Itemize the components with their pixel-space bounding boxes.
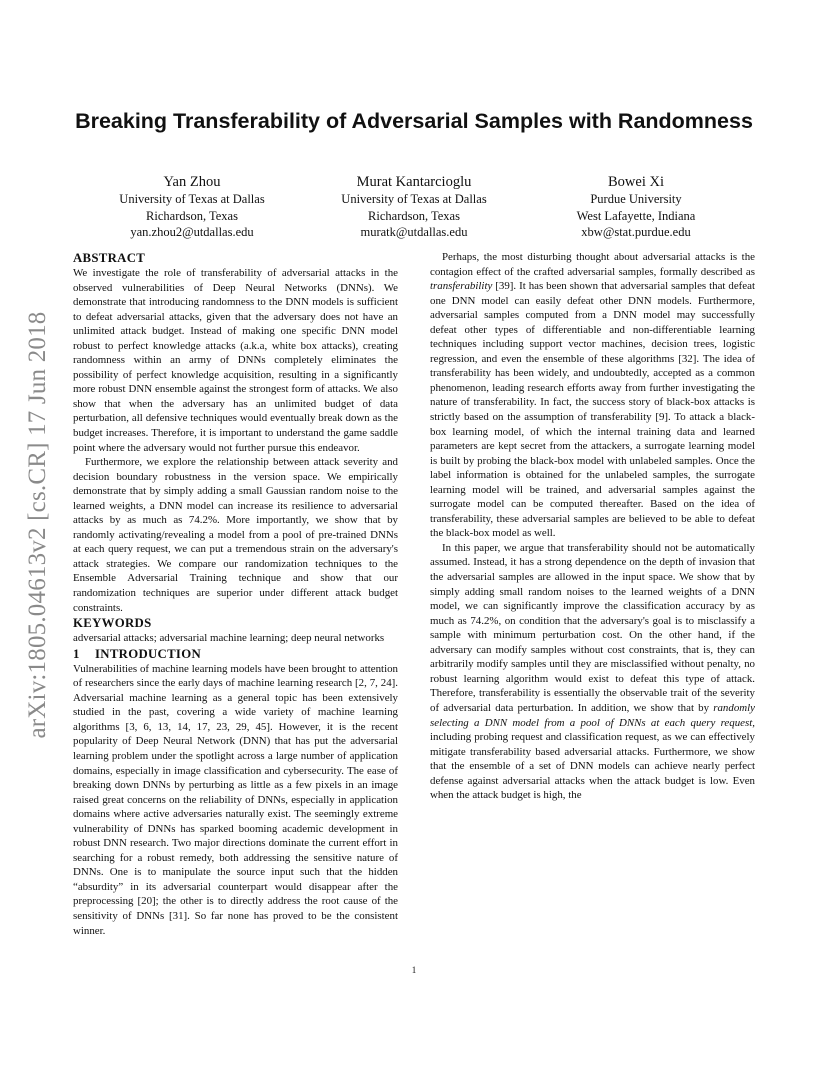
left-column	[73, 250, 398, 938]
paragraph-text: Perhaps, the most disturbing thought about adversarial attacks is the contagion effect of the crafted adversarial samples, formally described as	[430, 251, 755, 278]
author-name: Murat Kantarcioglu	[356, 174, 472, 190]
intro-paragraph-3	[430, 541, 755, 803]
author-location: Richardson, Texas	[368, 208, 460, 223]
author-block	[0, 173, 828, 243]
paragraph-text: , including probing request and classification request, as we can effectively mitigate transferability based adversarial attacks. Furthermore, we show that the ensemble of a set of DNN models can achieve nearly perfect defense against adversarial attacks when the attack budget is low. Even when the attack budget is high, the	[430, 716, 755, 802]
intro-paragraph-2	[430, 250, 755, 541]
right-column	[430, 250, 755, 803]
author-location: West Lafayette, Indiana	[576, 208, 696, 223]
author-email: muratk@utdallas.edu	[360, 225, 468, 239]
author-1	[92, 173, 292, 241]
intro-paragraph-1: Vulnerabilities of machine learning models have been brought to attention of researchers since the early days of machine learning research [2, 7, 24]. Adversarial machine learning as a general topic has been extensively studied in the past, covering a wide variety of machine learning algorithms [3, 6, 13, 14, 17, 23, 29, 45]. However, it is the recent popularity of Deep Neural Network (DNN) that has put the adversarial learning problem under the spotlight across a large number of application domains, especially in image classification and cybersecurity. The ease of breaking down DNNs by perturbing as little as a few pixels in an image raised great concerns on the reliability of DNNs, especially in application domains where active adversaries naturally exist. The seemingly extreme vulnerability of DNNs has sparked booming academic development in robust DNN research. Two major directions dominate the current effort in searching for a robust remedy, both addressing the sensitive nature of DNNs. One is to manipulate the source input such that the hidden “absurdity” in its adversarial counterpart would disappear after the preprocessing [20]; the other is to directly address the root cause of the sensitivity of DNNs [31]. So far none has proved to be the consistent winner.	[73, 662, 398, 937]
emphasis-term: transferability	[430, 280, 493, 293]
abstract-paragraph: Furthermore, we explore the relationship between attack severity and decision boundary robustness in the version space. We empirically demonstrate that by simply adding a small Gaussian random noise to the learned weights, a DNN model can increase its resilience to adversarial attacks by as much as 74.2%. More importantly, we show that by randomly activating/revealing a model from a pool of pre-trained DNNs at each query request, we can put a tremendous strain on the adversary's attack strategies. We compare our randomization techniques to the Ensemble Adversarial Training technique and show that our randomization techniques are superior under different attack budget constraints.	[73, 456, 398, 614]
author-affiliation: Purdue University	[590, 192, 682, 206]
author-3	[536, 173, 736, 241]
author-affiliation: University of Texas at Dallas	[341, 192, 487, 206]
keywords-text: adversarial attacks; adversarial machine learning; deep neural networks	[73, 632, 385, 645]
author-location: Richardson, Texas	[146, 208, 238, 223]
emphasis-term: randomly selecting a DNN model from a pool of DNNs at each query request	[430, 701, 755, 729]
abstract-heading: ABSTRACT	[73, 251, 146, 265]
author-affiliation: University of Texas at Dallas	[119, 192, 265, 206]
section-number: 1	[73, 646, 80, 661]
keywords-heading: KEYWORDS	[73, 616, 152, 631]
author-2	[314, 173, 514, 241]
paragraph-text: [39]. It has been shown that adversarial samples that defeat one DNN model can easily defeat other DNN models. Furthermore, adversarial samples computed from a DNN model may successfully defeat other types of differentiable and non-differentiable learning techniques including support vector machines, decision trees, logistic regression, and even the ensemble of these algorithms [32]. The idea of transferability has been widely, and undoubtedly, accepted as a common phenomenon, leading research efforts away from further investigating the nature of transferability. In fact, the success story of black-box attacks is strictly based on the assumption of transferability [9]. To attack a black-box learning model, of which the internal training data and learned parameters are kept secret from the attackers, a surrogate learning model is built by probing the black-box model with unlabeled samples. Once the label information is obtained for the unlabeled samples, the surrogate learning model will be trained, and adversarial samples against the surrogate model can be computed thereafter. Based on the idea of transferability, these adversarial samples are believed to be able to defeat the black-box model as well.	[430, 280, 755, 540]
page-number: 1	[411, 965, 417, 975]
author-email: xbw@stat.purdue.edu	[581, 225, 691, 239]
introduction-heading	[73, 646, 398, 662]
paragraph-text: In this paper, we argue that transferability should not be automatically assumed. Instead, it has a strong dependence on the depth of invasion that the adversarial samples are allowed in the input space. We show that by simply adding small random noises to the learned weights of a DNN model, we can significantly improve the classification accuracy by as much as 74.2%, on condition that the adversary's goal is to misclassify a sample with minimum perturbation cost. On the other hand, if the adversary can modify samples without cost constraints, that is, they can arbitrarily modify samples until they are misclassified without penalty, no robust learning algorithm would exist to defeat this type of attack. Therefore, transferability is essentially the observable trait of the severity of adversarial data perturbation. In addition, we show that by	[430, 541, 755, 714]
arxiv-identifier: arXiv:1805.04613v2 [cs.CR] 17 Jun 2018	[24, 311, 51, 739]
abstract-paragraph: We investigate the role of transferability of adversarial attacks in the observed vulnerabilities of Deep Neural Networks (DNNs). We demonstrate that introducing randomness to the DNN models is sufficient to defeat adversarial attacks, given that the adversary does not have an unlimited attack budget. Instead of making one specific DNN model robust to perfect knowledge attacks (a.k.a, white box attacks), creating randomness within an army of DNNs completely eliminates the possibility of perfect knowledge acquisition, resulting in a significantly more robust DNN ensemble against the strongest form of attacks. We also show that when the adversary has an unlimited budget of data perturbation, all defensive techniques would eventually break down as the budget increases. Therefore, it is important to understand the game saddle point where the adversary would not further pursue this endeavor.	[73, 267, 398, 454]
author-name: Yan Zhou	[163, 174, 221, 190]
section-title: INTRODUCTION	[95, 646, 201, 661]
paper-title: Breaking Transferability of Adversarial Samples with Randomness	[75, 109, 753, 133]
author-name: Bowei Xi	[608, 174, 664, 190]
author-email: yan.zhou2@utdallas.edu	[130, 225, 254, 239]
